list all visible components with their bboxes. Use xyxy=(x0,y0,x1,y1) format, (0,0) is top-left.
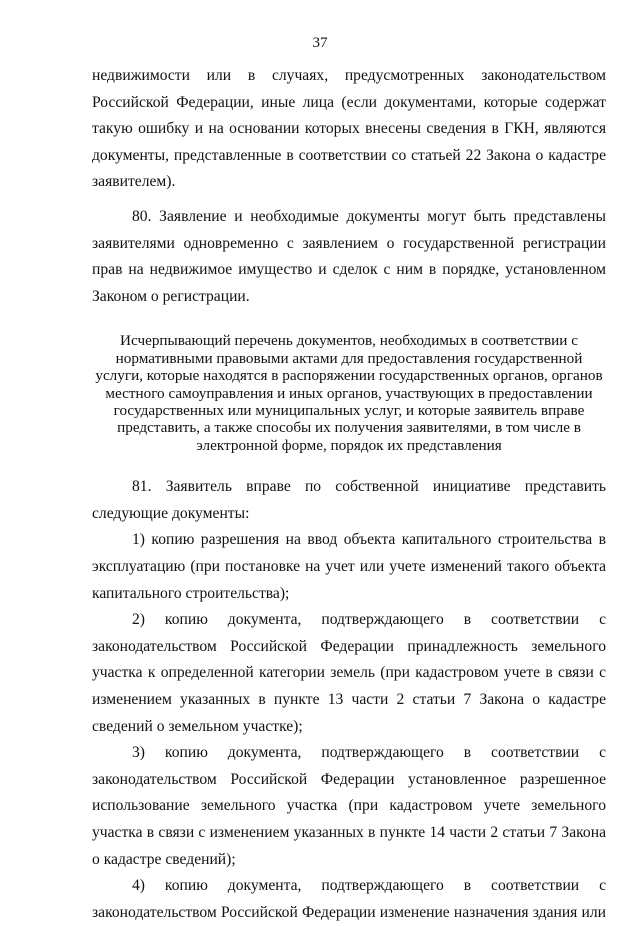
paragraph-continuation: недвижимости или в случаях, предусмотренных законодательством Российской Федерации, иные лица (если документами, которые содержат такую ошибку и на основании которых внесены сведения в ГКН, являются документы, представленные в соответствии со статьей 22 Закона о кадастре заявителем). xyxy=(92,67,606,191)
list-item-4: 4) копию документа, подтверждающего в соответствии с законодательством Российской Федерации изменение назначения здания или xyxy=(92,877,606,921)
paragraph-81: 81. Заявитель вправе по собственной инициативе представить следующие документы: xyxy=(92,478,606,522)
list-item-1: 1) копию разрешения на ввод объекта капитального строительства в эксплуатацию (при постановке на учет или учете изменений такого объекта капитального строительства); xyxy=(92,531,606,602)
list-item-2: 2) копию документа, подтверждающего в соответствии с законодательством Российской Федерации принадлежность земельного участка к определенной категории земель (при кадастровом учете в связи с изменением указанных в пункте 13 части 2 статьи 7 Закона о кадастре сведений о земельном участке); xyxy=(92,611,606,735)
paragraph-80: 80. Заявление и необходимые документы могут быть представлены заявителями одновременно с заявлением о государственной регистрации прав на недвижимое имущество и сделок с ним в порядке, установленном Законом о регистрации. xyxy=(92,207,606,305)
section-heading: Исчерпывающий перечень документов, необходимых в соответствии с нормативными правовыми актами для предоставления государственной услуги, которые находятся в распоряжении государственных органов, органов местного самоуправления и иных органов, участвующих в предоставлении государственных или муниципальных услуг, и которые заявитель вправе представить, а также способы их получения заявителями, в том числе в электронной форме, порядок их представления xyxy=(95,332,603,454)
document-body xyxy=(92,63,606,926)
list-item-3: 3) копию документа, подтверждающего в соответствии с законодательством Российской Федерации установленное разрешенное использование земельного участка (при кадастровом учете земельного участка в связи с изменением указанных в пункте 14 части 2 статьи 7 Закона о кадастре сведений); xyxy=(92,744,606,868)
page-number: 37 xyxy=(312,35,328,51)
